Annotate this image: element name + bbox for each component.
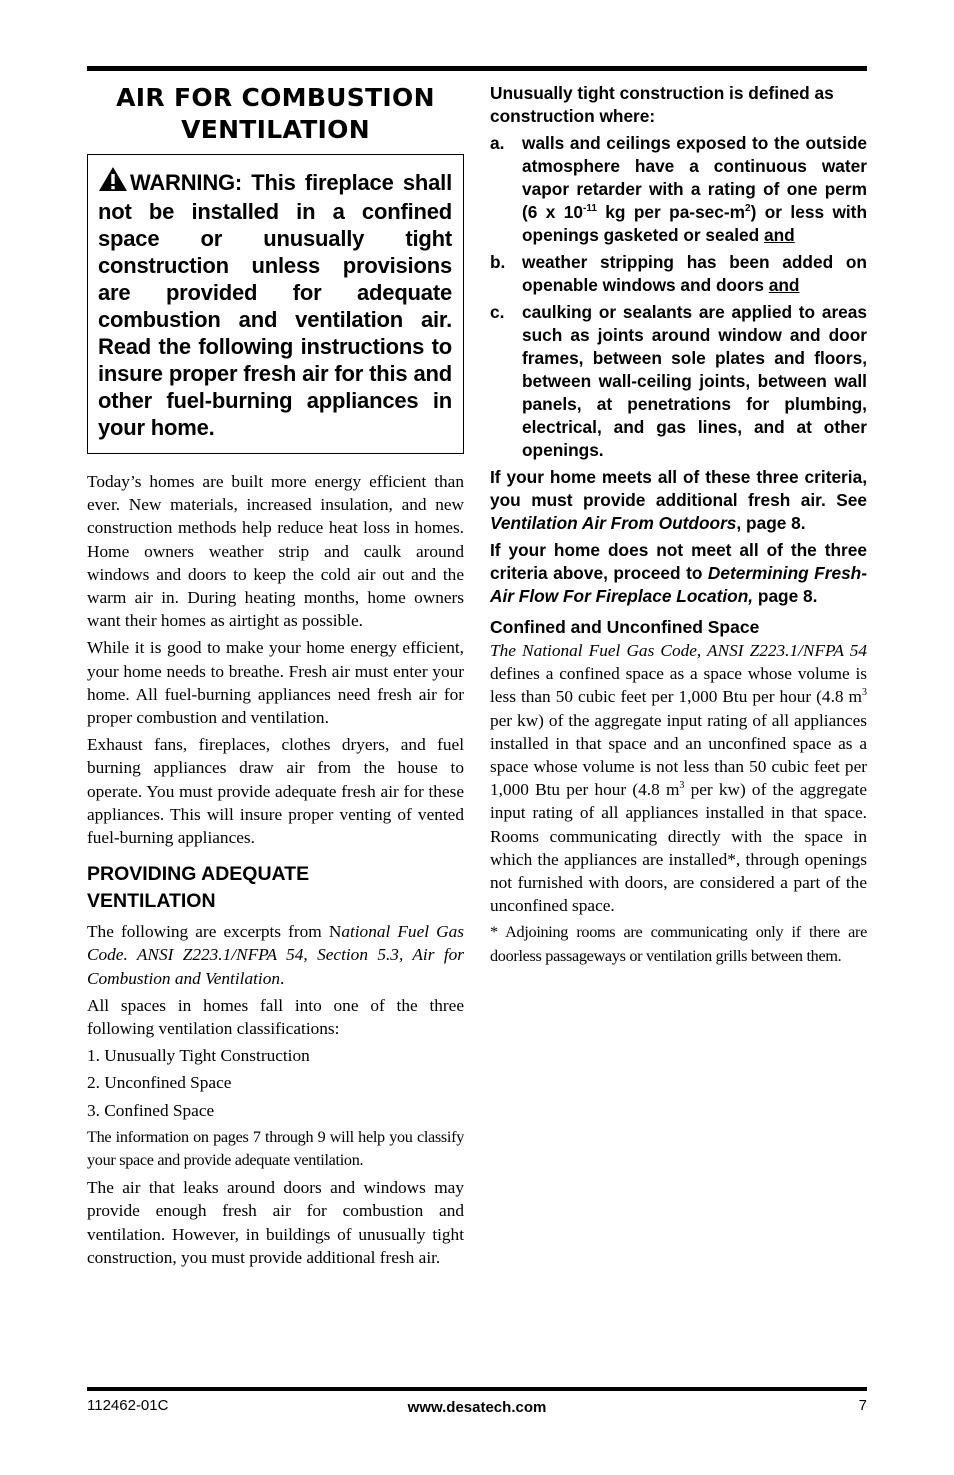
tight-construction-section <box>490 82 867 608</box>
confined-paragraph <box>490 639 867 917</box>
superscript: 3 <box>862 687 867 699</box>
excerpt-source: ational Fuel Gas Code. ANSI Z223.1/NFPA 54, Section 5.3, Air for Combustion and Ventilation <box>87 922 464 988</box>
top-rule <box>87 66 867 71</box>
warning-triangle-icon <box>98 166 128 198</box>
intro-paragraph: Today’s homes are built more energy efficient than ever. New materials, increased insulation, and new construction methods help reduce heat loss in homes. Home owners weather strip and caulk around windows and doors to keep the cold air out and the warm air in. During heating months, home owners want their homes as airtight as possible. <box>87 472 464 631</box>
superscript: 2 <box>745 203 751 215</box>
classification-list <box>87 1044 464 1122</box>
confined-text: defines a confined space as a space whose volume is less than 50 cubic feet per 1,000 Btu per hour (4.8 m <box>490 664 867 707</box>
list-item: 2. Unconfined Space <box>87 1073 232 1093</box>
excerpt-suffix: . <box>279 968 285 988</box>
intro-section <box>87 470 464 849</box>
tight-definition: Unusually tight construction is defined as construction where: <box>490 83 834 126</box>
confined-text: per kw) of the aggregate input rating of all appliances installed in that space. Rooms communicating directly with the space in which the appliances are installed*, through openings not furnished with doors, are considered a part of the unconfined space. <box>490 780 867 916</box>
list-item-text: caulking or sealants are applied to areas such as joints around window and door frames, between sole plates and floors, between wall-ceiling joints, between wall panels, at penetrations for plumbing, electrical, and gas lines, and at other openings. <box>522 302 867 460</box>
cross-reference: Ventilation Air From Outdoors <box>490 513 737 533</box>
meets-text: If your home meets all of these three criteria, you must provide additional fresh air. See <box>490 467 867 510</box>
confined-section <box>490 639 867 968</box>
meets-criteria-paragraph <box>490 466 867 535</box>
heading-line: VENTILATION <box>87 890 216 913</box>
leak-paragraph: The air that leaks around doors and windows may provide enough fresh air for combustion and ventilation. However, in buildings of unusually tight construction, you must provide additional fresh air. <box>87 1178 464 1267</box>
providing-heading <box>87 861 464 915</box>
list-marker: b. <box>490 252 506 272</box>
item-text: ) or less with openings gasketed or sealed <box>522 202 867 245</box>
code-reference: The National Fuel Gas Code, ANSI Z223.1/NFPA 54 <box>490 641 867 660</box>
warning-text <box>98 166 452 441</box>
doc-number: 112462-01C <box>87 1397 169 1414</box>
item-text: weather stripping has been added on openable windows and doors <box>522 252 867 295</box>
heading-line: PROVIDING ADEQUATE <box>87 863 310 886</box>
intro-paragraph: While it is good to make your home energy efficient, your home needs to breathe. Fresh air must enter your home. All fuel-burning appliances need fresh air for proper combustion and ventilation. <box>87 638 464 728</box>
conjunction: and <box>768 275 800 295</box>
superscript: -11 <box>583 203 597 215</box>
title-line-2: VENTILATION <box>181 115 370 144</box>
not-meet-paragraph <box>490 539 867 608</box>
bottom-rule <box>87 1387 867 1391</box>
list-item <box>490 251 867 297</box>
not-meet-text: page 8. <box>753 586 818 606</box>
list-item: 1. Unusually Tight Construction <box>87 1046 310 1066</box>
superscript: 3 <box>679 780 685 792</box>
intro-paragraph: Exhaust fans, fireplaces, clothes dryers, and fuel burning appliances draw air from the house to operate. You must provide adequate fresh air for these appliances. This will insure proper venting of vented fuel-burning appliances. <box>87 735 464 848</box>
website-link[interactable]: www.desatech.com <box>407 1399 547 1416</box>
info-paragraph: The information on pages 7 through 9 will help you classify your space and provide adequate ventilation. <box>87 1127 464 1170</box>
not-meet-text: If your home does not meet all of the three criteria above, proceed to <box>490 540 867 583</box>
item-text: kg per pa-sec-m <box>596 202 746 222</box>
list-item <box>490 132 867 247</box>
list-item: 3. Confined Space <box>87 1100 215 1120</box>
warning-box <box>87 154 464 454</box>
confined-heading: Confined and Unconfined Space <box>490 617 760 637</box>
excerpt-prefix: The following are excerpts from N <box>87 922 342 942</box>
providing-section <box>87 920 464 1269</box>
list-item-text <box>522 251 867 297</box>
list-marker: c. <box>490 302 505 322</box>
list-item-text <box>522 132 867 247</box>
footnote: * Adjoining rooms are communicating only if there are doorless passageways or ventilation grills between them. <box>490 923 867 965</box>
list-marker: a. <box>490 133 505 153</box>
left-column <box>87 82 464 1273</box>
title-line-1: AIR FOR COMBUSTION <box>116 83 435 112</box>
meets-text: , page 8. <box>736 513 806 533</box>
right-column <box>490 82 867 972</box>
classes-intro: All spaces in homes fall into one of the three following ventilation classifications: <box>87 995 464 1039</box>
page-number: 7 <box>858 1397 867 1414</box>
list-item <box>490 301 867 462</box>
confined-text: per kw) of the aggregate input rating of all appliances installed in that space and an unconfined space as a space whose volume is not less than 50 cubic feet per 1,000 Btu per hour (4.8 m <box>490 710 867 800</box>
page-title <box>87 82 464 146</box>
excerpt-paragraph <box>87 920 464 990</box>
cross-reference: Determining Fresh-Air Flow For Fireplace Location, <box>490 563 867 606</box>
conjunction: and <box>764 225 795 245</box>
warning-message: WARNING: This fireplace shall not be installed in a confined space or unusually tight construction unless provisions are provided for adequate combustion and ventilation air. Read the following instructions to insure proper fresh air for this and other fuel-burning appliances in your home. <box>98 170 452 440</box>
item-text: walls and ceilings exposed to the outside atmosphere have a continuous water vapor retarder with a rating of one perm (6 x 10 <box>522 133 867 222</box>
